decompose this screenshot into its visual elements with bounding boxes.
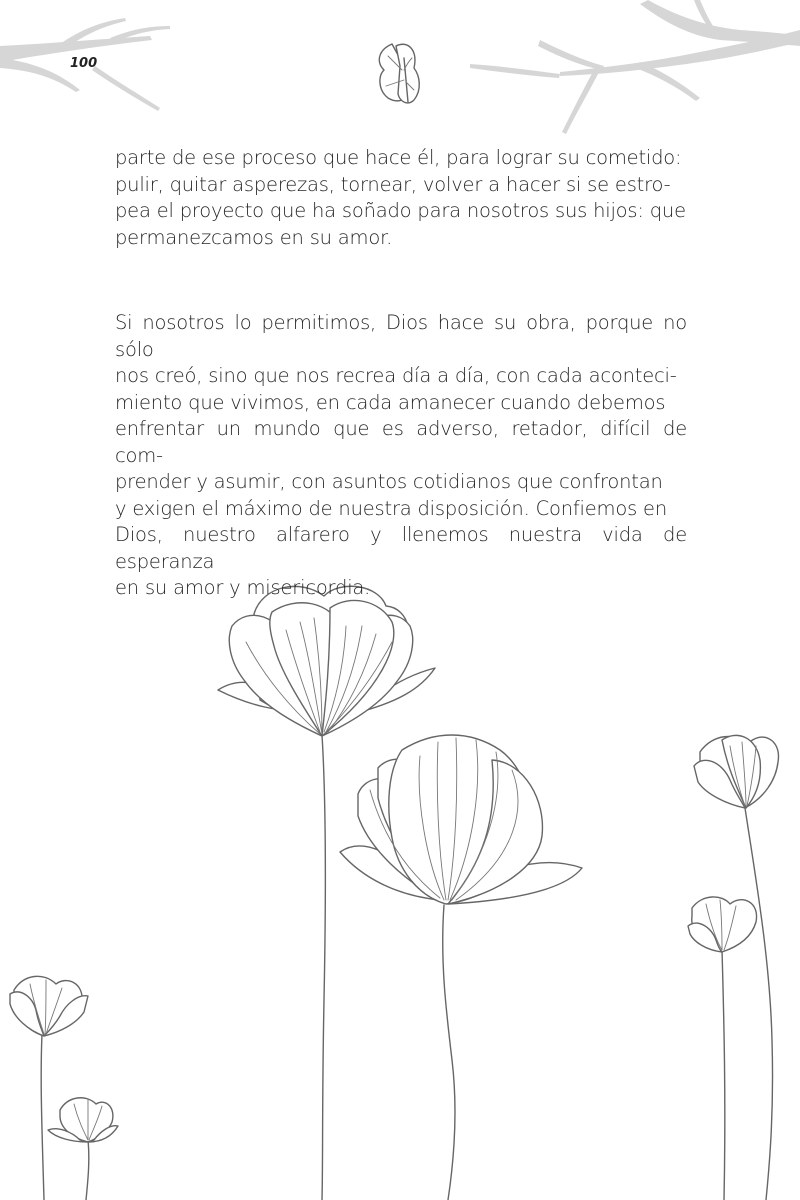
text-line: Si nosotros lo permitimos, Dios hace su obra, porque no sólo [115, 311, 687, 361]
text-line: pea el proyecto que ha soñado para nosotros sus hijos: que [115, 199, 686, 222]
text-line: en su amor y misericordia. [115, 576, 371, 599]
branch-right-illustration [470, 0, 800, 134]
paragraph-1 [115, 145, 687, 251]
text-line: nos creó, sino que nos recrea día a día, con cada aconteci- [115, 364, 677, 387]
text-line: Dios, nuestro alfarero y llenemos nuestra vida de esperanza [115, 523, 687, 573]
text-line: prender y asumir, con asuntos cotidianos que confrontan [115, 470, 663, 493]
flower-right-top-illustration [694, 735, 778, 1200]
flower-left-top-illustration [10, 976, 88, 1200]
text-line: miento que vivimos, en cada amanecer cuando debemos [115, 390, 666, 414]
text-line: parte de ese proceso que hace él, para lograr su cometido: [115, 146, 682, 169]
page-number: 100 [70, 56, 98, 71]
text-line: y exigen el máximo de nuestra disposición. Confiemos en [115, 496, 667, 520]
text-line: pulir, quitar asperezas, tornear, volver a hacer si se estro- [115, 172, 671, 196]
text-line: enfrentar un mundo que es adverso, retador, difícil de com- [115, 417, 687, 467]
flower-left-bottom-illustration [48, 1098, 118, 1200]
text-line: permanezcamos en su amor. [115, 225, 393, 249]
paragraph-2 [115, 310, 687, 602]
flower-large-left-illustration [218, 586, 435, 1200]
butterfly-illustration [379, 44, 419, 103]
flower-right-bottom-illustration [688, 897, 757, 1200]
flower-large-center-illustration [340, 735, 582, 1200]
